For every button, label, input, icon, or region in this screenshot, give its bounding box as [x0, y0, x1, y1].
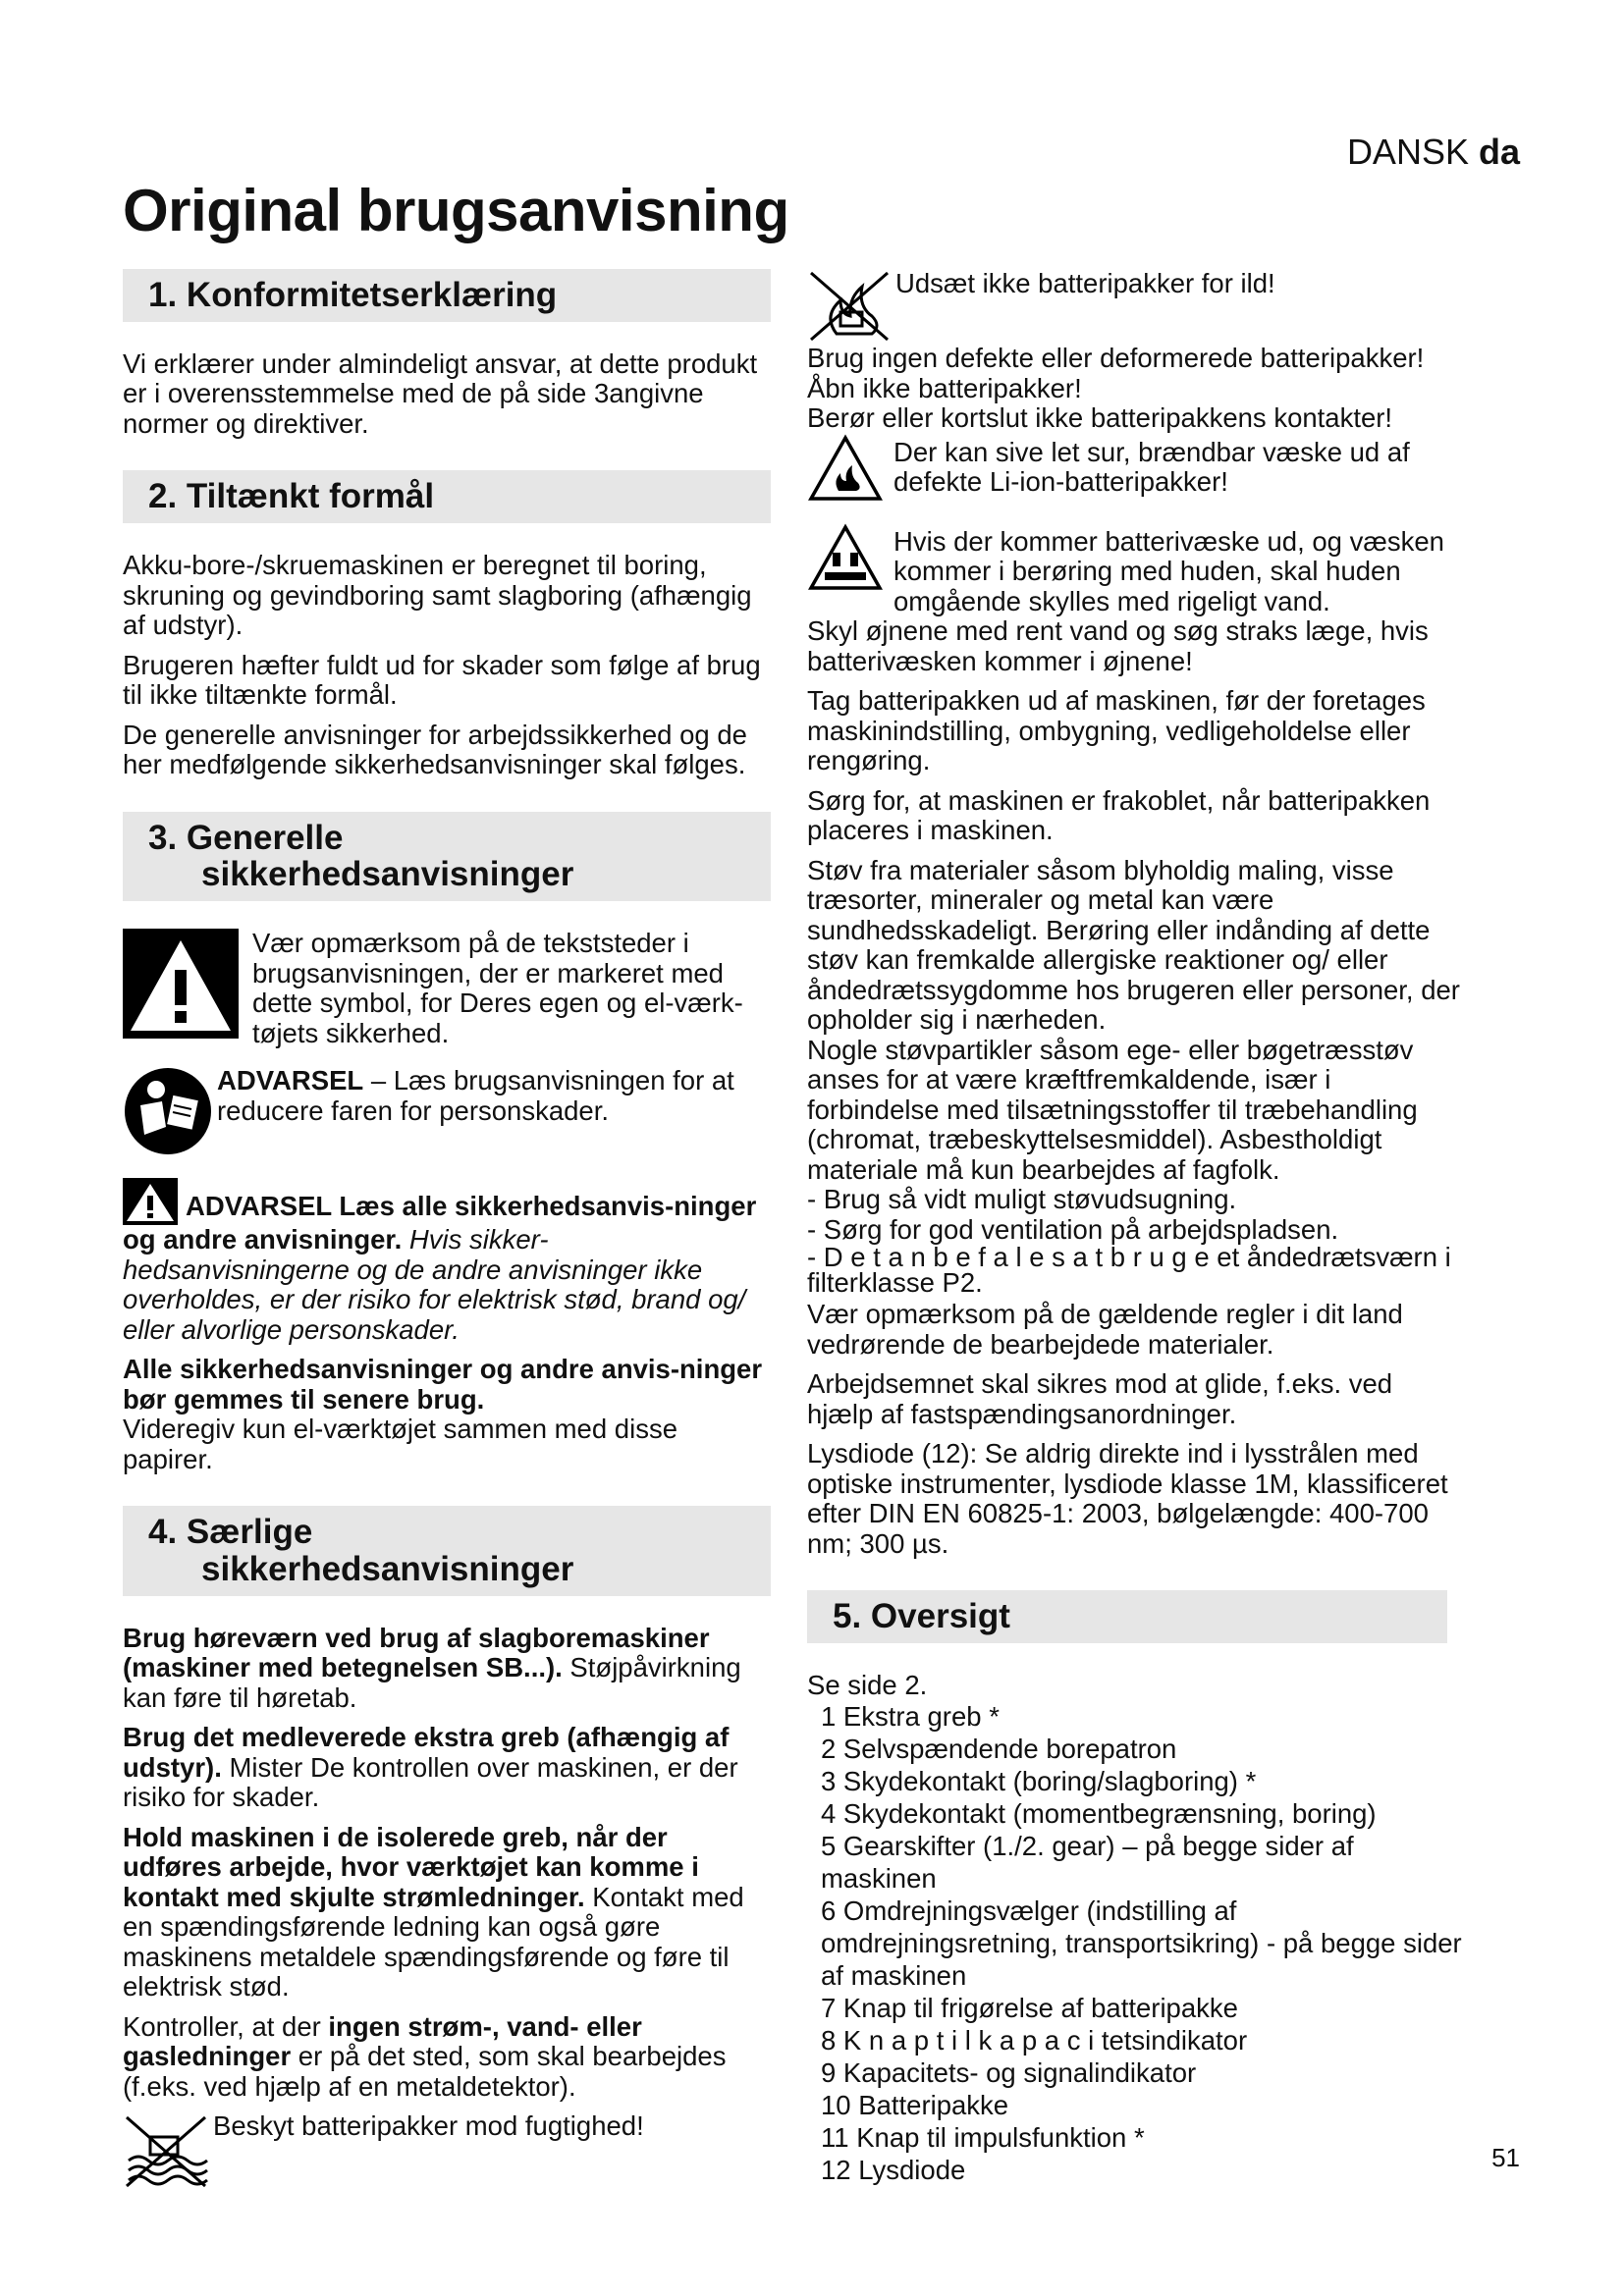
s2-p3: De generelle anvisninger for arbejdssikkerhed og de her medfølgende sikkerhedsanvisninger skal følges.: [123, 719, 747, 780]
s4-p3-bold: Hold maskinen i de isolerede greb, når der udføres arbejde, hvor værktøjet kan komme i kontakt med skjulte strømledninger.: [123, 1821, 699, 1912]
overview-item: 4 Skydekontakt (momentbegrænsning, boring): [821, 1798, 1377, 1830]
overview-item: 2 Selvspændende borepatron: [821, 1734, 1177, 1765]
adv1-label: ADVARSEL: [217, 1065, 364, 1096]
s4-p4-a: Kontroller, at der: [123, 2010, 329, 2042]
fire-text: Udsæt ikke batteripakker for ild!: [895, 268, 1275, 298]
right-column: [807, 269, 1463, 2186]
s4-p4-bold: ingen strøm-, vand- eller gasledninger: [123, 2010, 642, 2072]
s4-p3-text: Kontakt med en spændingsførende ledning kan også gøre maskinens metaldele spændingsførende og føre til elektrisk stød.: [123, 1881, 744, 2002]
dust2-text: Nogle støvpartikler såsom ege- eller bøgetræsstøv anses for at være kræftfremkaldende, især i forbindelse med tilsætningsstoffer til træbehandling (chromat, træbeskyttelsesmiddel). Asbestholdigt materiale må kun bearbejdes af fagfolk.: [807, 1034, 1418, 1185]
read-manual-icon: [123, 1066, 213, 1156]
corrosive-block: [807, 523, 1463, 617]
overview-item: 5 Gearskifter (1./2. gear) – på begge sider af maskinen: [821, 1831, 1354, 1895]
overview-list: [807, 1700, 1463, 2186]
moisture-text: Beskyt batteripakker mod fugtighed!: [213, 2110, 644, 2142]
keep-text: Videregiv kun el-værktøjet sammen med disse papirer.: [123, 1414, 677, 1474]
bullet-1: - Brug så vidt muligt støvudsugning.: [807, 1184, 1237, 1214]
led-text: Lysdiode (12): Se aldrig direkte ind i lysstrålen med optiske instrumenter, lysdiode klasse 1M, klassificeret efter DIN EN 60825-1: 2003, bølgelængde: 400-700 nm; 300 µs.: [807, 1438, 1448, 1559]
overview-item: 10 Batteripakke: [821, 2090, 1009, 2121]
language-word: DANSK: [1346, 132, 1469, 172]
page-number: 51: [1491, 2143, 1520, 2172]
section-5-heading: 5. Oversigt: [807, 1590, 1447, 1643]
left-column: [123, 269, 771, 2190]
eyes-text: Skyl øjnene med rent vand og søg straks læge, hvis batterivæsken kommer i øjnene!: [807, 615, 1429, 676]
r3: Berør eller kortslut ikke batteripakkens kontakter!: [807, 402, 1393, 433]
fire-block: [807, 269, 1463, 344]
small-warning-icon: [123, 1178, 178, 1225]
s1-text: Vi erklærer under almindeligt ansvar, at dette produkt er i overensstemmelse med de på side 3angivne normer og direktiver.: [123, 347, 758, 439]
overview-item: 6 Omdrejningsvælger (indstilling af omdrejningsretning, transportsikring) - på begge sider af maskinen: [821, 1896, 1462, 1992]
bullet-3: - D e t a n b e f a l e s a t b r u g e et åndedrætsværn i filterklasse P2.: [807, 1242, 1451, 1298]
s4-title-2: sikkerhedsanvisninger: [201, 1549, 574, 1588]
bullet-2: - Sørg for god ventilation på arbejdspladsen.: [807, 1213, 1339, 1245]
s5-intro: Se side 2.: [807, 1669, 928, 1700]
adv1-text: – Læs brugsanvisningen for at reducere faren for personskader.: [217, 1065, 734, 1126]
overview-item: 8 K n a p t i l k a p a c i tetsindikator: [821, 2025, 1248, 2056]
s4-p4: [123, 2012, 771, 2103]
s4-p4-b: er på det sted, som skal bearbejdes (f.eks. ved hjælp af en metaldetektor).: [123, 2041, 727, 2102]
corrosive-text: Hvis der kommer batterivæske ud, og væsken kommer i berøring med huden, skal huden omgående skylles med rigeligt vand.: [893, 525, 1444, 616]
secure-text: Arbejdsemnet skal sikres mod at glide, f.eks. ved hjælp af fastspændingsanordninger.: [807, 1368, 1393, 1429]
s4-title-1: 4. Særlige: [148, 1513, 313, 1552]
adv2-italic: Hvis sikker-hedsanvisningerne og de andre anvisninger ikke overholdes, er der risiko for elektrisk stød, brand og/ eller alvorlige personskader.: [123, 1224, 746, 1345]
language-label: [1347, 132, 1520, 173]
s3-title-2: sikkerhedsanvisninger: [201, 855, 574, 894]
section-3-heading: [123, 812, 771, 902]
remove-text: Tag batteripakken ud af maskinen, før der foretages maskinindstilling, ombygning, vedligeholdelse eller rengøring.: [807, 685, 1426, 775]
flammable-text: Der kan sive let sur, brændbar væske ud af defekte Li-ion-batteripakker!: [893, 436, 1410, 497]
r2: Åbn ikke batteripakker!: [807, 372, 1082, 403]
s4-p1: [123, 1624, 771, 1714]
flammable-warning-icon: [807, 434, 884, 503]
section-4-heading: [123, 1506, 771, 1596]
s2-p2: Brugeren hæfter fuldt ud for skader som følge af brug til ikke tiltænkte formål.: [123, 649, 761, 711]
adv2-paragraph: [123, 1178, 771, 1345]
s4-p2-text: Mister De kontrollen over maskinen, er der risiko for skader.: [123, 1751, 738, 1813]
s2-p1: Akku-bore-/skruemaskinen er beregnet til boring, skruning og gevindboring samt slagboring (afhængig af udstyr).: [123, 550, 752, 641]
s4-p1-text: Støjpåvirkning kan føre til høretab.: [123, 1652, 741, 1713]
language-code: da: [1478, 132, 1520, 172]
moisture-block: [123, 2111, 771, 2190]
s4-p3: [123, 1823, 771, 2002]
corrosive-warning-icon: [807, 523, 884, 592]
warning-block: [123, 929, 771, 1058]
section-1-heading: 1. Konformitetserklæring: [123, 269, 771, 322]
s3-title-1: 3. Generelle: [148, 818, 344, 857]
keep-bold: Alle sikkerhedsanvisninger og andre anvis-ninger bør gemmes til senere brug.: [123, 1354, 763, 1415]
r1: Brug ingen defekte eller deformerede batteripakker!: [807, 343, 1425, 373]
overview-item: 9 Kapacitets- og signalindikator: [821, 2057, 1197, 2089]
adv2-bold: ADVARSEL Læs alle sikkerhedsanvis-ninger og andre anvisninger.: [123, 1191, 757, 1255]
overview-item: 7 Knap til frigørelse af batteripakke: [821, 1993, 1238, 2024]
overview-item: 12 Lysdiode: [821, 2155, 966, 2186]
overview-item: 3 Skydekontakt (boring/slagboring) *: [821, 1766, 1257, 1797]
disconnect-text: Sørg for, at maskinen er frakoblet, når batteripakken placeres i maskinen.: [807, 784, 1431, 845]
overview-item: 11 Knap til impulsfunktion *: [821, 2122, 1145, 2154]
section-2-heading: 2. Tiltænkt formål: [123, 470, 771, 523]
s4-p2-bold: Brug det medleverede ekstra greb (afhængig af udstyr).: [123, 1722, 730, 1783]
overview-item: 1 Ekstra greb *: [821, 1701, 1000, 1733]
s4-p2: [123, 1723, 771, 1813]
s4-p1-bold: Brug høreværn ved brug af slagboremaskiner (maskiner med betegnelsen SB...).: [123, 1622, 710, 1683]
rules-text: Vær opmærksom på de gældende regler i dit land vedrørende de bearbejdede materialer.: [807, 1299, 1403, 1360]
no-fire-icon: [807, 269, 892, 344]
dust1-text: Støv fra materialer såsom blyholdig maling, visse træsorter, mineraler og metal kan være sundhedsskadeligt. Berøring eller indånding af dette støv kan fremkalde allergiske reaktioner og/ eller åndedrætssygdomme hos brugeren eller personer, der opholder sig i nærheden.: [807, 854, 1460, 1035]
flammable-block: [807, 434, 1463, 507]
no-moisture-icon: [123, 2111, 209, 2190]
warn-text: Vær opmærksom på de tekststeder i brugsanvisningen, der er markeret med dette symbol, for Deres egen og el-værk-tøjets sikkerhed.: [252, 928, 743, 1048]
page-title: Original brugsanvisning: [123, 178, 789, 243]
warning-triangle-icon: [123, 929, 239, 1039]
read-manual-block: [123, 1066, 771, 1156]
